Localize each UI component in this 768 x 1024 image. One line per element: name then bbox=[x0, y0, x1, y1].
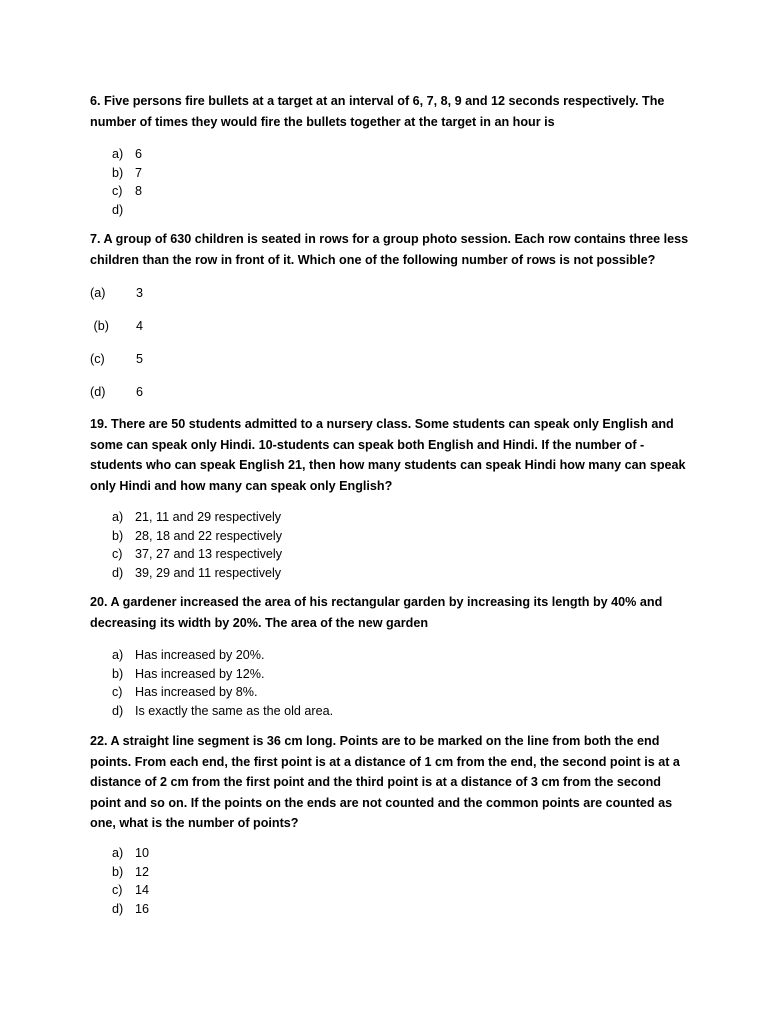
option-item bbox=[112, 900, 149, 919]
option-value: Has increased by 8%. bbox=[135, 685, 258, 700]
question-19-options bbox=[112, 508, 282, 583]
option-item bbox=[90, 383, 143, 401]
option-item bbox=[112, 545, 282, 564]
option-value: Is exactly the same as the old area. bbox=[135, 704, 334, 719]
option-value: 37, 27 and 13 respectively bbox=[135, 547, 283, 562]
question-22-text: 22. A straight line segment is 36 cm long. Points are to be marked on the line from both the end points. From each end, the first point is at a distance of 1 cm from the end, the second point is at a distance of 2 cm from the first point and the third point is at a distance of 3 cm from the second point and so on. If the points on the ends are not counted and the common points are counted as one, what is the number of points? bbox=[90, 734, 680, 830]
option-value: 10 bbox=[135, 846, 150, 860]
option-item bbox=[90, 284, 143, 302]
option-value: 21, 11 and 29 respectively bbox=[135, 510, 282, 524]
option-item bbox=[112, 665, 333, 684]
option-item bbox=[112, 844, 149, 863]
option-label: c) bbox=[112, 685, 123, 700]
option-label: a) bbox=[112, 648, 124, 662]
option-label: a) bbox=[112, 846, 124, 860]
option-item bbox=[112, 683, 333, 702]
option-label: d) bbox=[112, 902, 124, 917]
option-label: b) bbox=[112, 528, 124, 543]
option-value: 28, 18 and 22 respectively bbox=[135, 528, 283, 543]
option-label: (a) bbox=[90, 286, 106, 300]
option-label: (b) bbox=[90, 319, 109, 333]
option-label: a) bbox=[112, 147, 124, 161]
option-value: 3 bbox=[136, 286, 144, 300]
option-value: 8 bbox=[135, 184, 143, 199]
option-label: c) bbox=[112, 547, 123, 562]
option-item bbox=[112, 564, 282, 583]
option-item bbox=[112, 182, 142, 201]
option-item bbox=[112, 702, 333, 721]
option-label: (c) bbox=[90, 352, 105, 366]
option-item bbox=[112, 646, 333, 665]
option-item bbox=[112, 881, 149, 900]
option-item bbox=[90, 317, 143, 335]
question-19-text: 19. There are 50 students admitted to a nursery class. Some students can speak only English and some can speak only Hindi. 10-students can speak both English and Hindi. If the number of -students who can speak English 21, then how many students can speak Hindi how many can speak only Hindi and how many can speak only English? bbox=[90, 417, 686, 493]
option-label: (d) bbox=[90, 385, 106, 399]
option-label: d) bbox=[112, 203, 124, 218]
option-value: 6 bbox=[136, 385, 144, 399]
option-value: 14 bbox=[135, 883, 150, 898]
question-20-options bbox=[112, 646, 333, 721]
option-label: d) bbox=[112, 566, 124, 581]
option-item bbox=[112, 863, 149, 882]
option-label: c) bbox=[112, 883, 123, 898]
option-value: 12 bbox=[135, 864, 150, 879]
option-value: 39, 29 and 11 respectively bbox=[135, 566, 282, 581]
option-label: d) bbox=[112, 704, 124, 719]
option-value: 5 bbox=[136, 352, 144, 366]
option-label: b) bbox=[112, 666, 124, 681]
question-7-text: 7. A group of 630 children is seated in rows for a group photo session. Each row contains three less children than the row in front of it. Which one of the following number of rows is not possible? bbox=[90, 232, 689, 267]
option-item bbox=[112, 508, 282, 527]
option-label: a) bbox=[112, 510, 124, 524]
option-value: 16 bbox=[135, 902, 150, 917]
option-value: Has increased by 12%. bbox=[135, 666, 265, 681]
option-label: b) bbox=[112, 864, 124, 879]
option-label: c) bbox=[112, 184, 123, 199]
option-item bbox=[112, 164, 142, 183]
option-item bbox=[112, 201, 142, 220]
option-label: b) bbox=[112, 165, 124, 180]
question-6-text: 6. Five persons fire bullets at a target at an interval of 6, 7, 8, 9 and 12 seconds respectively. The number of times they would fire the bullets together at the target in an hour is bbox=[90, 94, 665, 129]
option-item bbox=[90, 350, 143, 368]
option-item bbox=[112, 145, 142, 164]
option-item bbox=[112, 527, 282, 546]
question-20-text: 20. A gardener increased the area of his rectangular garden by increasing its length by 40% and decreasing its width by 20%. The area of the new garden bbox=[90, 595, 663, 630]
option-value: 6 bbox=[135, 147, 143, 161]
option-value: Has increased by 20%. bbox=[135, 648, 265, 662]
question-6-options bbox=[112, 145, 142, 220]
option-value: 4 bbox=[136, 319, 144, 333]
question-22-options bbox=[112, 844, 149, 919]
option-value: 7 bbox=[135, 165, 143, 180]
